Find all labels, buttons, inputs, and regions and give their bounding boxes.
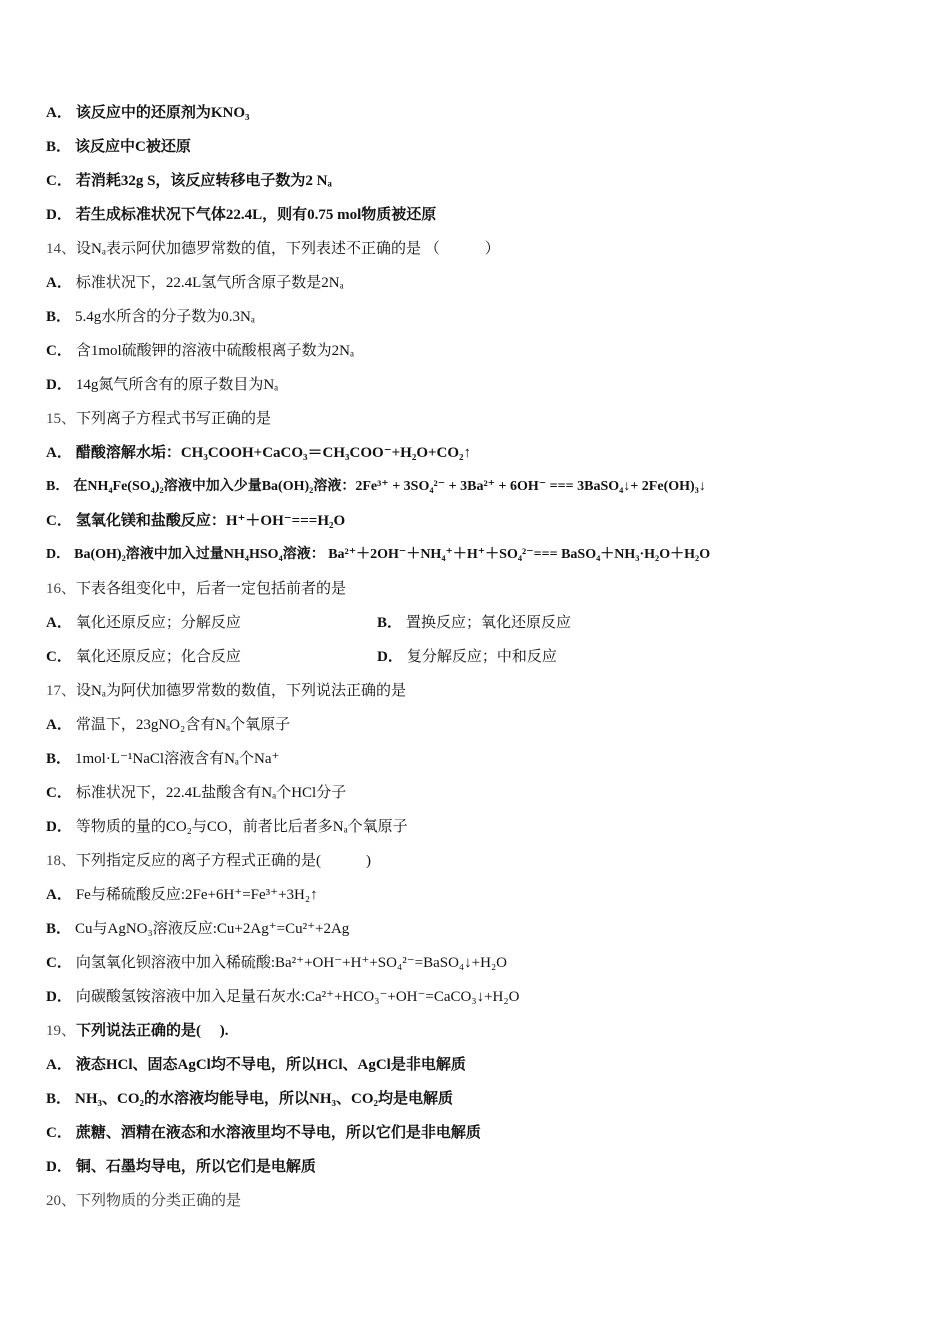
- q15-option-b: [46, 470, 910, 504]
- option-text: 标准状况下，22.4L氢气所含原子数是2Nₐ: [75, 275, 344, 291]
- option-text: 在NH₄Fe(SO₄)₂溶液中加入少量Ba(OH)₂溶液：2Fe³⁺ + 3SO₄²⁻ + 3Ba²⁺ + 6OH⁻ === 3BaSO₄↓+ 2Fe(OH)₃↓: [73, 479, 706, 494]
- question-text: 设Nₐ为阿伏加德罗常数的数值，下列说法正确的是: [76, 683, 406, 699]
- option-label: B．: [46, 479, 70, 494]
- option-label: C．: [46, 785, 72, 801]
- option-label: A．: [46, 615, 72, 631]
- question-text: 下列离子方程式书写正确的是: [76, 411, 272, 427]
- question-number: 19、: [46, 1023, 77, 1039]
- question-text: 下列说法正确的是( ).: [76, 1023, 229, 1039]
- q17-option-c: [46, 776, 910, 810]
- question-number: 16、: [46, 581, 77, 597]
- option-text: Ba(OH)₂溶液中加入过量NH₄HSO₄溶液： Ba²⁺＋2OH⁻＋NH₄⁺＋H⁺＋SO₄²⁻=== BaSO₄＋NH₃·H₂O＋H₂O: [74, 547, 711, 562]
- option-text: 该反应中的还原剂为KNO₃: [75, 105, 250, 121]
- option-label: D．: [46, 377, 72, 393]
- question-text: 下列指定反应的离子方程式正确的是( ): [76, 853, 372, 869]
- option-label: D．: [46, 819, 72, 835]
- q19-option-d: [46, 1150, 910, 1184]
- option-label: B．: [46, 1091, 72, 1107]
- option-text: 向碳酸氢铵溶液中加入足量石灰水:Ca²⁺+HCO₃⁻+OH⁻=CaCO₃↓+H₂O: [75, 989, 520, 1005]
- option-text: 蔗糖、酒精在液态和水溶液里均不导电，所以它们是非电解质: [75, 1125, 481, 1141]
- option-label: B．: [46, 309, 72, 325]
- q16-option-c: [46, 640, 377, 674]
- q19-option-a: [46, 1048, 910, 1082]
- q19-stem: [46, 1014, 910, 1048]
- option-text: Cu与AgNO₃溶液反应:Cu+2Ag⁺=Cu²⁺+2Ag: [75, 921, 350, 937]
- q15-stem: [46, 402, 910, 436]
- option-text: 复分解反应；中和反应: [406, 649, 557, 665]
- option-label: D．: [46, 547, 71, 562]
- q16-options-row-1: [46, 606, 910, 640]
- option-text: 液态HCl、固态AgCl均不导电，所以HCl、AgCl是非电解质: [75, 1057, 466, 1073]
- option-text: 铜、石墨均导电，所以它们是电解质: [75, 1159, 316, 1175]
- q14-stem: [46, 232, 910, 266]
- q18-option-a: [46, 878, 910, 912]
- option-text: 氧化还原反应；分解反应: [75, 615, 241, 631]
- q15-option-d: [46, 538, 910, 572]
- q17-option-b: [46, 742, 910, 776]
- q15-option-c: [46, 504, 910, 538]
- q19-option-c: [46, 1116, 910, 1150]
- option-label: C．: [46, 955, 72, 971]
- q14-option-b: [46, 300, 910, 334]
- q16-options-row-2: [46, 640, 910, 674]
- option-text: NH₃、CO₂的水溶液均能导电，所以NH₃、CO₂均是电解质: [75, 1091, 454, 1107]
- option-label: D．: [46, 1159, 72, 1175]
- option-label: A．: [46, 105, 72, 121]
- question-number: 20、: [46, 1193, 77, 1209]
- q14-option-c: [46, 334, 910, 368]
- question-text: 设Nₐ表示阿伏加德罗常数的值，下列表述不正确的是 （ ）: [76, 241, 500, 257]
- question-number: 18、: [46, 853, 77, 869]
- q14-option-d: [46, 368, 910, 402]
- option-text: 标准状况下，22.4L盐酸含有Nₐ个HCl分子: [75, 785, 347, 801]
- option-label: C．: [46, 343, 72, 359]
- option-label: A．: [46, 445, 72, 461]
- q18-option-b: [46, 912, 910, 946]
- q14-option-a: [46, 266, 910, 300]
- option-text: 14g氮气所含有的原子数目为Nₐ: [75, 377, 279, 393]
- option-label: A．: [46, 887, 72, 903]
- option-label: B．: [46, 139, 72, 155]
- q16-option-d: [377, 640, 708, 674]
- option-text: 该反应中C被还原: [75, 139, 191, 155]
- q16-stem: [46, 572, 910, 606]
- question-number: 17、: [46, 683, 77, 699]
- option-label: B．: [46, 921, 72, 937]
- option-text: 向氢氧化钡溶液中加入稀硫酸:Ba²⁺+OH⁻+H⁺+SO₄²⁻=BaSO₄↓+H₂O: [75, 955, 507, 971]
- option-text: 醋酸溶解水垢：CH₃COOH+CaCO₃＝CH₃COO⁻+H₂O+CO₂↑: [75, 445, 472, 461]
- option-text: 置换反应；氧化还原反应: [406, 615, 572, 631]
- q13-option-b: [46, 130, 910, 164]
- option-text: 若消耗32g S，该反应转移电子数为2 Nₐ: [75, 173, 332, 189]
- q19-option-b: [46, 1082, 910, 1116]
- q18-option-d: [46, 980, 910, 1014]
- q16-option-a: [46, 606, 377, 640]
- q15-option-a: [46, 436, 910, 470]
- q18-option-c: [46, 946, 910, 980]
- q13-option-d: [46, 198, 910, 232]
- q13-option-a: [46, 96, 910, 130]
- option-label: A．: [46, 275, 72, 291]
- option-text: 1mol·L⁻¹NaCl溶液含有Nₐ个Na⁺: [75, 751, 280, 767]
- option-text: 若生成标准状况下气体22.4L，则有0.75 mol物质被还原: [75, 207, 437, 223]
- exam-page: [46, 96, 910, 1218]
- question-number: 14、: [46, 241, 77, 257]
- q16-option-b: [377, 606, 708, 640]
- option-label: A．: [46, 717, 72, 733]
- option-text: 氧化还原反应；化合反应: [75, 649, 241, 665]
- option-label: C．: [46, 649, 72, 665]
- option-text: Fe与稀硫酸反应:2Fe+6H⁺=Fe³⁺+3H₂↑: [75, 887, 318, 903]
- option-label: D．: [377, 649, 403, 665]
- option-label: C．: [46, 173, 72, 189]
- question-text: 下列物质的分类正确的是: [76, 1193, 242, 1209]
- question-text: 下表各组变化中，后者一定包括前者的是: [76, 581, 347, 597]
- option-text: 5.4g水所含的分子数为0.3Nₐ: [75, 309, 255, 325]
- option-label: B．: [46, 751, 72, 767]
- option-label: C．: [46, 513, 72, 529]
- q17-option-d: [46, 810, 910, 844]
- option-text: 常温下，23gNO₂含有Nₐ个氧原子: [75, 717, 291, 733]
- option-label: A．: [46, 1057, 72, 1073]
- option-label: D．: [46, 207, 72, 223]
- option-text: 氢氧化镁和盐酸反应：H⁺＋OH⁻===H₂O: [75, 513, 346, 529]
- q20-stem: [46, 1184, 910, 1218]
- option-text: 含1mol硫酸钾的溶液中硫酸根离子数为2Nₐ: [75, 343, 355, 359]
- option-text: 等物质的量的CO₂与CO，前者比后者多Nₐ个氧原子: [75, 819, 408, 835]
- q18-stem: [46, 844, 910, 878]
- question-number: 15、: [46, 411, 77, 427]
- option-label: D．: [46, 989, 72, 1005]
- option-label: B．: [377, 615, 403, 631]
- option-label: C．: [46, 1125, 72, 1141]
- q13-option-c: [46, 164, 910, 198]
- q17-stem: [46, 674, 910, 708]
- q17-option-a: [46, 708, 910, 742]
